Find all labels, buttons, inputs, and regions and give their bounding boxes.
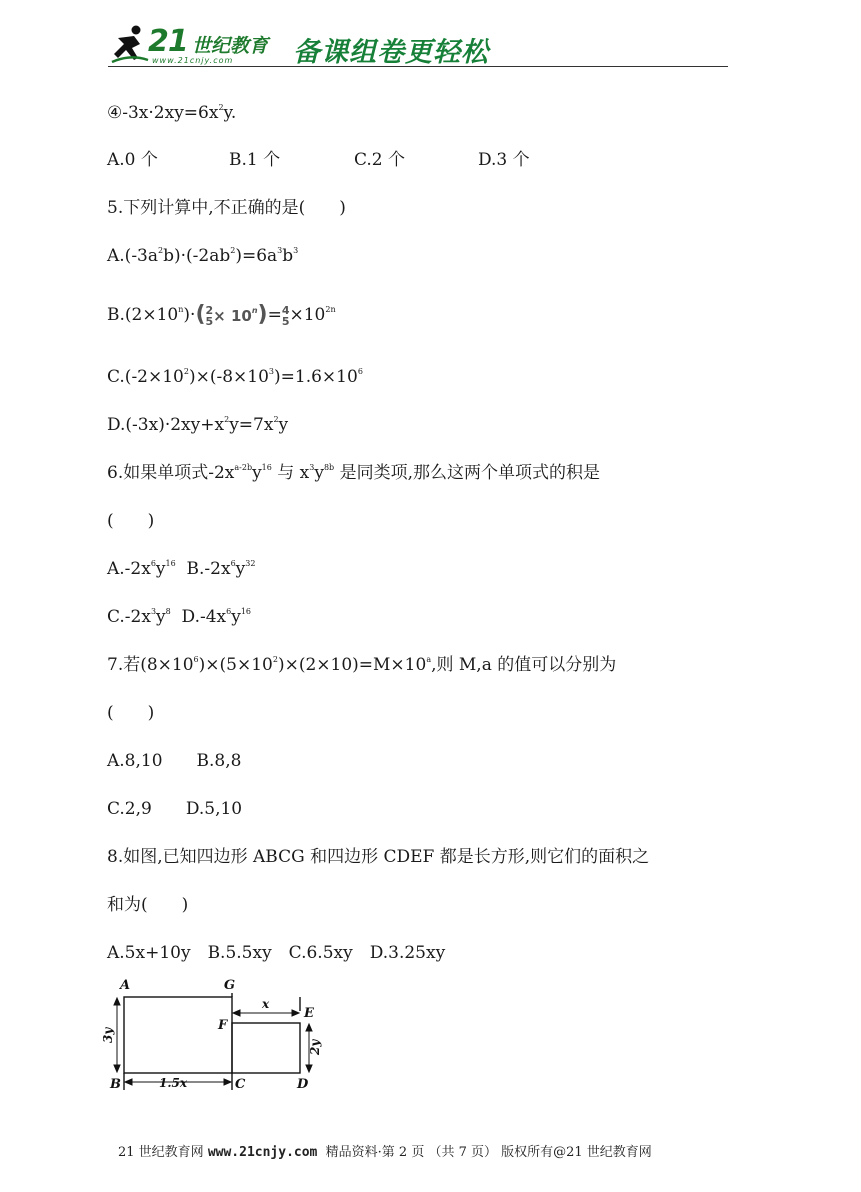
label-A: A [120, 978, 131, 993]
header-slogan: 备课组卷更轻松 [293, 37, 489, 68]
q5-fraction-image: (2 $5\times 10^n$) [195, 302, 268, 328]
runner-logo-icon [110, 24, 150, 66]
logo-mark: 21 [148, 24, 188, 59]
q4-options [107, 149, 530, 171]
q5-stem: 5.下列计算中,不正确的是( ) [107, 198, 346, 218]
q6-blank: ( ) [107, 511, 155, 531]
q6-stem: 6.如果单项式$-2x^{a-2b}y^{16}$ 与 $x^3y^{8b}$ 是同类项,那么这两个单项式的积是 [107, 463, 600, 483]
q5-option-b: $B.(2\times 10^n)\cdot(2$ $5\times 10^n)=4$ $5\times 10^{2n}$ [107, 302, 336, 328]
q6-options-cd: $C.-2x^3y^8$ $D.-4x^6y^{16}$ [107, 607, 252, 627]
header-divider [108, 66, 728, 67]
label-C: C [235, 1077, 246, 1092]
q4-option-d: D.3 个 [478, 150, 530, 170]
q8-stem-line2: 和为( ) [107, 895, 189, 915]
label-D: D [297, 1077, 309, 1092]
q4-option-b: B.1 个 [229, 150, 281, 170]
q5-option-a: $A.(-3a^2b)\cdot(-2ab^2)=6a^3b^3$ [107, 246, 299, 266]
q5-option-d: $D.(-3x)\cdot 2xy+x^2y=7x^2y$ [107, 415, 289, 435]
dim-height-right: 2y [308, 1039, 322, 1055]
dim-width-top: x [262, 997, 270, 1011]
q4-option-c: C.2 个 [354, 150, 406, 170]
dim-width-bottom: 1.5x [159, 1076, 188, 1090]
q8-stem-line1: 8.如图,已知四边形 ABCG 和四边形 CDEF 都是长方形,则它们的面积之 [107, 847, 650, 867]
footer-url[interactable]: www.21cnjy.com [207, 1145, 318, 1160]
label-G: G [224, 978, 236, 993]
logo-text: 世纪教育 [192, 35, 269, 57]
q7-stem: 7.若$(8\times 10^6)\times(5\times 10^2)\times(2\times 10)=M\times 10^a$,则 M,a 的值可以分别为 [107, 655, 617, 675]
q4-item-4: $④-3x\cdot 2xy=6x^2y$. [107, 103, 237, 123]
q7-options-cd: C.2,9 D.5,10 [107, 799, 243, 819]
rectangles-figure [101, 975, 334, 1095]
q5-option-c: $C.(-2\times 10^2)\times(-8\times 10^3)=1.6\times 10^6$ [107, 367, 363, 387]
q7-options-ab: A.8,10 B.8,8 [107, 751, 242, 771]
q7-blank: ( ) [107, 703, 155, 723]
dim-height-left: 3y [101, 1027, 115, 1043]
page-footer: 21 世纪教育网 www.21cnjy.com 精品资料·第 2 页 （共 7 页） 版权所有@21 世纪教育网 [118, 1145, 652, 1160]
label-E: E [304, 1006, 314, 1021]
q8-options: A.5x+10y B.5.5xy C.6.5xy D.3.25xy [107, 943, 446, 963]
label-F: F [218, 1018, 228, 1033]
logo-url: www.21cnjy.com [152, 56, 234, 65]
q4-option-a: A.0 个 [107, 150, 158, 170]
q6-options-ab: $A.-2x^6y^{16}$ $B.-2x^6y^{32}$ [107, 559, 256, 579]
label-B: B [110, 1077, 121, 1092]
